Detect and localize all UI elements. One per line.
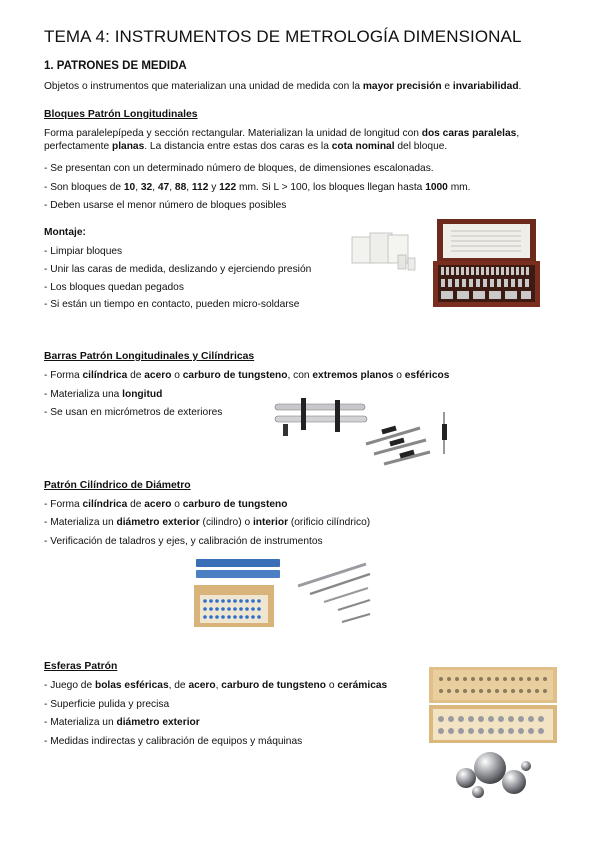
section-heading: 1. PATRONES DE MEDIDA [44,60,187,72]
esferas-bullet-3: - Materializa un diámetro exterior [44,717,200,728]
montaje-item: - Limpiar bloques [44,246,123,257]
gauge-blocks-photo [350,229,425,274]
cylindrical-bars-photo [360,410,456,466]
gauge-block-case-photo [433,219,540,307]
barras-bullet-3: - Se usan en micrómetros de exteriores [44,407,223,418]
pins-photo [294,560,374,624]
ball-set-box-photo [427,667,559,743]
esferas-bullet-2: - Superficie pulida y precisa [44,699,170,710]
pin-gauge-set-photo [192,557,284,629]
bloques-bullet-3: - Deben usarse el menor número de bloques posibles [44,200,287,211]
bloques-bullet-1: - Se presentan con un determinado número de bloques, de dimensiones escalonadas. [44,163,434,174]
montaje-item: - Los bloques quedan pegados [44,282,184,293]
montaje-label: Montaje: [44,227,86,238]
cilindrico-bullet-2: - Materializa un diámetro exterior (cilindro) o interior (orificio cilíndrico) [44,517,371,528]
steel-balls-photo [448,748,536,800]
montaje-item: - Unir las caras de medida, deslizando y ejerciendo presión [44,264,312,275]
barras-heading: Barras Patrón Longitudinales y Cilíndricas [44,351,255,362]
barras-bullet-1: - Forma cilíndrica de acero o carburo de tungsteno, con extremos planos o esféricos [44,370,450,381]
esferas-bullet-4: - Medidas indirectas y calibración de equipos y máquinas [44,736,303,747]
bloques-paragraph-line2: perfectamente planas. La distancia entre estas dos caras es la cota nominal del bloque. [44,141,448,152]
esferas-bullet-1: - Juego de bolas esféricas, de acero, carburo de tungsteno o cerámicas [44,680,388,691]
cilindrico-heading: Patrón Cilíndrico de Diámetro [44,480,191,491]
cilindrico-bullet-3: - Verificación de taladros y ejes, y calibración de instrumentos [44,536,323,547]
barras-bullet-2: - Materializa una longitud [44,389,163,400]
montaje-item: - Si están un tiempo en contacto, pueden micro-soldarse [44,299,300,310]
length-bars-photo [273,392,369,440]
bloques-heading: Bloques Patrón Longitudinales [44,109,198,120]
intro-paragraph: Objetos o instrumentos que materializan una unidad de medida con la mayor precisión e invariabilidad. [44,81,522,92]
bloques-bullet-2: - Son bloques de 10, 32, 47, 88, 112 y 122 mm. Si L > 100, los bloques llegan hasta 1000 mm. [44,182,471,193]
page-title: TEMA 4: INSTRUMENTOS DE METROLOGÍA DIMENSIONAL [44,27,522,46]
esferas-heading: Esferas Patrón [44,661,118,672]
cilindrico-bullet-1: - Forma cilíndrica de acero o carburo de tungsteno [44,499,288,510]
bloques-paragraph-line1: Forma paralelepípeda y sección rectangular. Materializan la unidad de longitud con dos caras paralelas, [44,128,520,139]
